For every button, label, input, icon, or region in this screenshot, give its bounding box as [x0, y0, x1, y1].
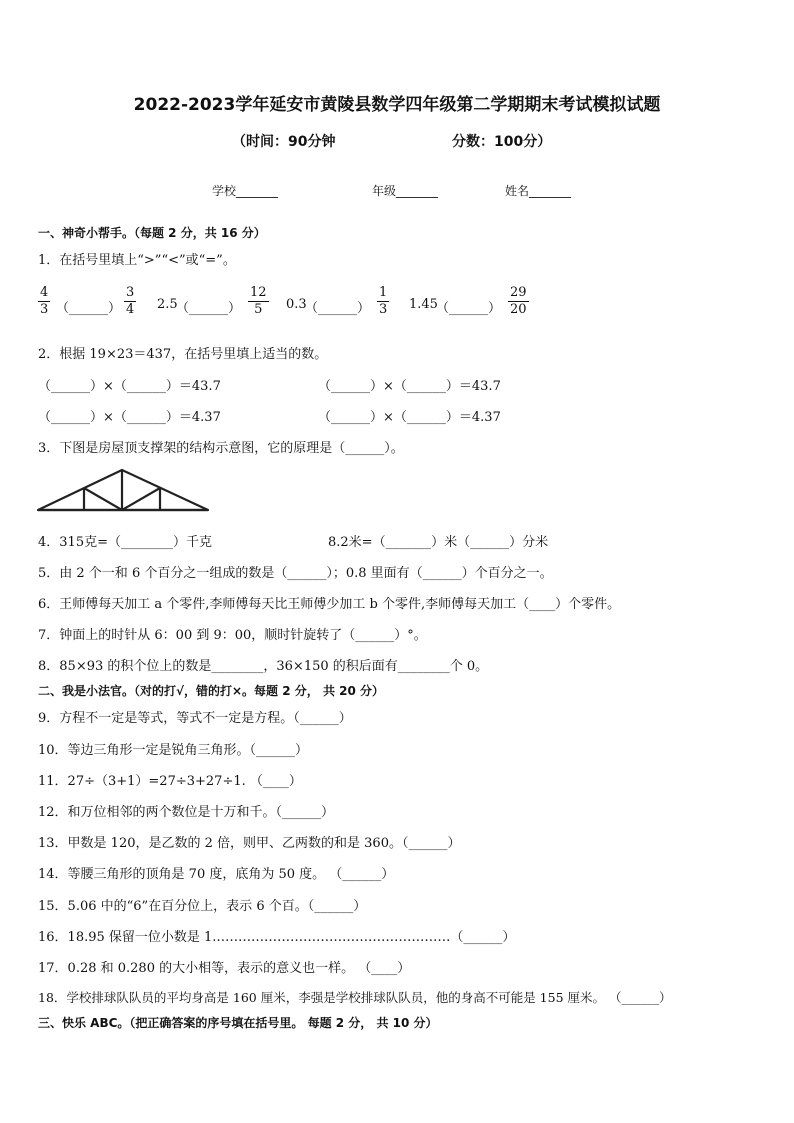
question-17: 17．0.28 和 0.280 的大小相等，表示的意义也一样。 （____）: [38, 961, 411, 976]
question-4b: 8.2米=（_______）米（______）分米: [328, 535, 549, 550]
decimal-value: 1.45: [409, 297, 438, 312]
question-6: 6．王师傅每天加工 a 个零件,李师傅每天比王师傅少加工 b 个零件,李师傅每天加工（____）个零件。: [38, 597, 621, 612]
equation-row[interactable]: （______）×（______）＝4.37: [38, 410, 221, 425]
question-18: 18．学校排球队队员的平均身高是 160 厘米，李强是学校排球队队员，他的身高不可能是 155 厘米。 （______）: [38, 990, 672, 1005]
section1-heading: 一、神奇小帮手。（每题 2 分，共 16 分）: [38, 226, 266, 240]
answer-blank[interactable]: （______）: [176, 301, 242, 316]
fraction: 29 20: [510, 285, 527, 317]
equation-row[interactable]: （______）×（______）＝43.7: [38, 379, 221, 394]
question-9: 9．方程不一定是等式，等式不一定是方程。（______）: [38, 711, 352, 726]
truss-left-brace: [84, 488, 122, 510]
roof-truss-diagram: [36, 466, 212, 514]
grade-field[interactable]: 年级_______: [372, 184, 439, 198]
question-7: 7．钟面上的时针从 6：00 到 9：00，顺时针旋转了（______）°。: [38, 628, 427, 643]
answer-blank[interactable]: （______）: [56, 301, 122, 316]
decimal-value: 0.3: [286, 297, 307, 312]
question-15: 15．5.06 中的“6”在百分位上，表示 6 个百。（______）: [38, 899, 367, 914]
section3-heading: 三、快乐 ABC。（把正确答案的序号填在括号里。 每题 2 分， 共 10 分）: [38, 1016, 438, 1030]
fraction: 4 3: [40, 285, 49, 317]
question-8: 8．85×93 的积个位上的数是________，36×150 的积后面有________个 0。: [38, 659, 489, 674]
question-2: 2．根据 19×23＝437，在括号里填上适当的数。: [38, 347, 328, 362]
fraction: 12 5: [250, 285, 267, 317]
question-3: 3．下图是房屋顶支撑架的结构示意图，它的原理是（______）。: [38, 441, 404, 456]
total-score: 分数：100分）: [452, 134, 552, 150]
time-limit: （时间：90分钟: [232, 134, 336, 150]
question-13: 13．甲数是 120，是乙数的 2 倍，则甲、乙两数的和是 360。（______）: [38, 836, 461, 851]
name-field[interactable]: 姓名_______: [505, 184, 572, 198]
school-field[interactable]: 学校_______: [212, 184, 279, 198]
truss-right-brace: [122, 488, 160, 510]
question-4a: 4．315克=（________）千克: [38, 535, 212, 550]
question-5: 5．由 2 个一和 6 个百分之一组成的数是（______）；0.8 里面有（______）个百分之一。: [38, 566, 553, 581]
question-11: 11．27÷（3+1）=27÷3+27÷1. （____）: [38, 774, 302, 789]
fraction: 1 3: [379, 285, 388, 317]
equation-row[interactable]: （______）×（______）＝4.37: [318, 410, 501, 425]
question-14: 14．等腰三角形的顶角是 70 度，底角为 50 度。 （______）: [38, 867, 395, 882]
fraction: 3 4: [126, 285, 135, 317]
question-1: 1．在括号里填上“>”“<”或“=”。: [38, 253, 236, 268]
question-16: 16．18.95 保留一位小数是 1.………………………………………………（______）: [38, 930, 516, 945]
section2-heading: 二、我是小法官。（对的打√，错的打×。每题 2 分， 共 20 分）: [38, 684, 384, 698]
answer-blank[interactable]: （______）: [436, 301, 502, 316]
question-10: 10．等边三角形一定是锐角三角形。（______）: [38, 743, 309, 758]
page-title: 2022-2023学年延安市黄陵县数学四年级第二学期期末考试模拟试题: [133, 95, 661, 115]
equation-row[interactable]: （______）×（______）＝43.7: [318, 379, 501, 394]
question-12: 12．和万位相邻的两个数位是十万和千。（______）: [38, 805, 335, 820]
decimal-value: 2.5: [157, 297, 178, 312]
answer-blank[interactable]: （______）: [305, 301, 371, 316]
